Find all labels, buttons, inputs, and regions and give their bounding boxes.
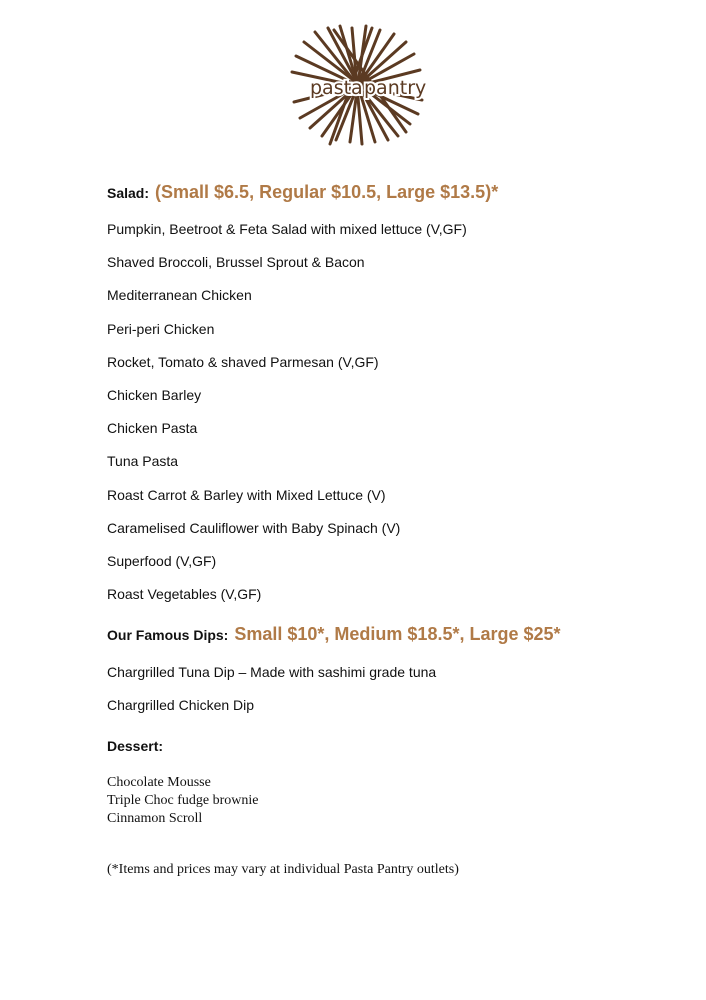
- logo-text-right: pantry: [364, 77, 427, 99]
- salad-item: Chicken Barley: [107, 386, 202, 403]
- pasta-pantry-logo: [270, 24, 440, 146]
- salad-prices: (Small $6.5, Regular $10.5, Large $13.5)*: [155, 182, 499, 202]
- menu: [107, 170, 667, 878]
- dessert-list: [107, 774, 667, 828]
- logo-graphic: [270, 24, 440, 146]
- dips-section-header: [107, 624, 667, 645]
- salad-item: Pumpkin, Beetroot & Feta Salad with mixed lettuce (V,GF): [107, 221, 467, 237]
- salad-item: Tuna Pasta: [107, 453, 179, 470]
- logo-text-left: pasta: [310, 77, 363, 99]
- dessert-item: Chocolate Mousse: [107, 775, 211, 791]
- salad-item: Shaved Broccoli, Brussel Sprout & Bacon: [107, 254, 365, 271]
- salad-item: Rocket, Tomato & shaved Parmesan (V,GF): [107, 353, 379, 370]
- dip-item: Chargrilled Chicken Dip: [107, 697, 255, 714]
- dips-prices: Small $10*, Medium $18.5*, Large $25*: [234, 624, 561, 645]
- dip-item: Chargrilled Tuna Dip – Made with sashimi grade tuna: [107, 664, 437, 681]
- dips-label: Our Famous Dips:: [107, 627, 229, 644]
- salad-item: Peri-peri Chicken: [107, 320, 215, 337]
- footnote: (*Items and prices may vary at individual Pasta Pantry outlets): [107, 862, 459, 878]
- salad-list: [107, 220, 667, 603]
- dips-list: [107, 663, 667, 714]
- salad-item: Superfood (V,GF): [107, 552, 217, 569]
- salad-item: Caramelised Cauliflower with Baby Spinach (V): [107, 519, 401, 536]
- salad-section-header: [107, 182, 667, 203]
- salad-label: Salad:: [107, 185, 150, 201]
- dessert-item: Triple Choc fudge brownie: [107, 793, 259, 809]
- salad-item: Mediterranean Chicken: [107, 287, 252, 304]
- salad-item: Chicken Pasta: [107, 420, 198, 437]
- salad-item: Roast Carrot & Barley with Mixed Lettuce (V): [107, 486, 386, 503]
- salad-item: Roast Vegetables (V,GF): [107, 586, 262, 603]
- dessert-item: Cinnamon Scroll: [107, 811, 203, 827]
- dessert-label: Dessert:: [107, 738, 164, 755]
